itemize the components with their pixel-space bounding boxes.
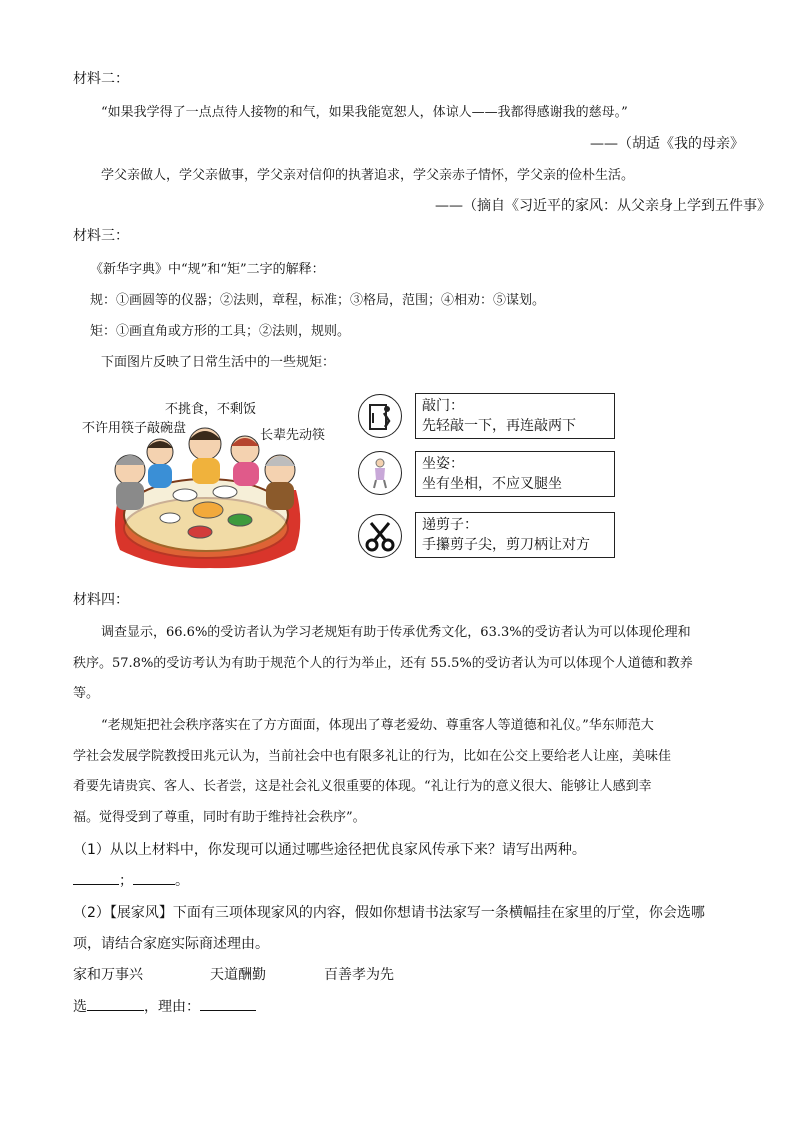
material-2-heading: 材料二： [73, 71, 129, 87]
card-title: 敲门： [422, 398, 464, 414]
card-title: 坐姿： [422, 456, 464, 472]
label-no-picky-eating: 不挑食，不剩饭 [165, 402, 257, 417]
rule-card-scissors [415, 512, 615, 558]
reason-label: ，理由： [144, 999, 200, 1015]
scissors-icon [358, 514, 402, 558]
label-elders-first: 长辈先动筷 [260, 428, 326, 443]
survey-line-1: 调查显示，66.6%的受访者认为学习老规矩有助于传承优秀文化，63.3%的受访者认为可以体现伦理和 [101, 625, 691, 640]
label-no-chopstick-knocking: 不许用筷子敲碗盘 [82, 421, 187, 436]
card-title: 递剪子： [422, 517, 478, 533]
material-2-quote-1: “如果我学得了一点点待人接物的和气，如果我能宽恕人，体谅人——我都得感谢我的慈母。” [101, 105, 628, 120]
family-dinner-illustration [100, 420, 312, 570]
rule-card-knock [415, 393, 615, 439]
choice-blank[interactable] [87, 996, 144, 1011]
knock-door-icon [358, 394, 402, 438]
card-text: 手攥剪子尖，剪刀柄让对方 [422, 537, 590, 553]
dictionary-intro: 《新华字典》中“规”和“矩”二字的解释： [90, 262, 325, 277]
card-text: 先轻敲一下，再连敲两下 [422, 418, 576, 434]
question-2-line-2: 项，请结合家庭实际商述理由。 [73, 936, 269, 952]
survey-line-2: 秩序。57.8%的受访考认为有助于规范个人的行为举止，还有 55.5%的受访者认为可以体现个人道德和教养 [73, 656, 693, 671]
option-2: 天道酬勤 [210, 967, 266, 983]
card-text: 坐有坐相，不应叉腿坐 [422, 476, 562, 492]
quote-line-2: 学社会发展学院教授田兆元认为，当前社会中也有限多礼让的行为，比如在公交上要给老人让座，美味佳 [73, 749, 672, 764]
sitting-person-icon [358, 451, 402, 495]
separator: ； [119, 873, 133, 889]
question-1: （1）从以上材料中，你发现可以通过哪些途径把优良家风传承下来？请写出两种。 [73, 842, 586, 858]
end-mark: 。 [175, 873, 189, 889]
answer-blank-2[interactable] [133, 870, 175, 885]
quote-line-1: “老规矩把社会秩序落实在了方方面面，体现出了尊老爱幼、尊重客人等道德和礼仪。”华东师范大 [101, 718, 654, 733]
question-2-line-1: （2）【展家风】下面有三项体现家风的内容，假如你想请书法家写一条横幅挂在家里的厅堂，你会选哪 [73, 905, 705, 921]
material-2-source-2: ——（摘自《习近平的家风：从父亲身上学到五件事》 [435, 198, 771, 214]
material-2-source-1: ——（胡适《我的母亲》 [590, 136, 744, 152]
definition-gui: 规：①画圆等的仪器；②法则，章程，标准；③格局，范围；④相劝：⑤谋划。 [90, 293, 546, 308]
choose-label: 选 [73, 999, 87, 1015]
definition-ju: 矩：①画直角或方形的工具；②法则，规则。 [90, 324, 351, 339]
question-1-answer-line [73, 870, 189, 890]
rule-card-sitting [415, 451, 615, 497]
option-3: 百善孝为先 [324, 967, 394, 983]
quote-line-4: 福。觉得受到了尊重，同时有助于维持社会秩序”。 [73, 810, 366, 825]
survey-line-3: 等。 [73, 686, 100, 701]
answer-blank-1[interactable] [73, 870, 119, 885]
reason-blank[interactable] [200, 996, 256, 1011]
quote-line-3: 肴要先请贵宾、客人、长者尝，这是社会礼义很重要的体现。“礼让行为的意义很大、能够让人感到幸 [73, 779, 652, 794]
material-3-heading: 材料三： [73, 228, 129, 244]
question-2-answer-line [73, 996, 256, 1016]
option-1: 家和万事兴 [73, 967, 143, 983]
picture-intro: 下面图片反映了日常生活中的一些规矩： [101, 355, 336, 370]
material-4-heading: 材料四： [73, 592, 129, 608]
material-2-quote-2: 学父亲做人，学父亲做事，学父亲对信仰的执著追求，学父亲赤子情怀，学父亲的俭朴生活。 [101, 168, 635, 183]
